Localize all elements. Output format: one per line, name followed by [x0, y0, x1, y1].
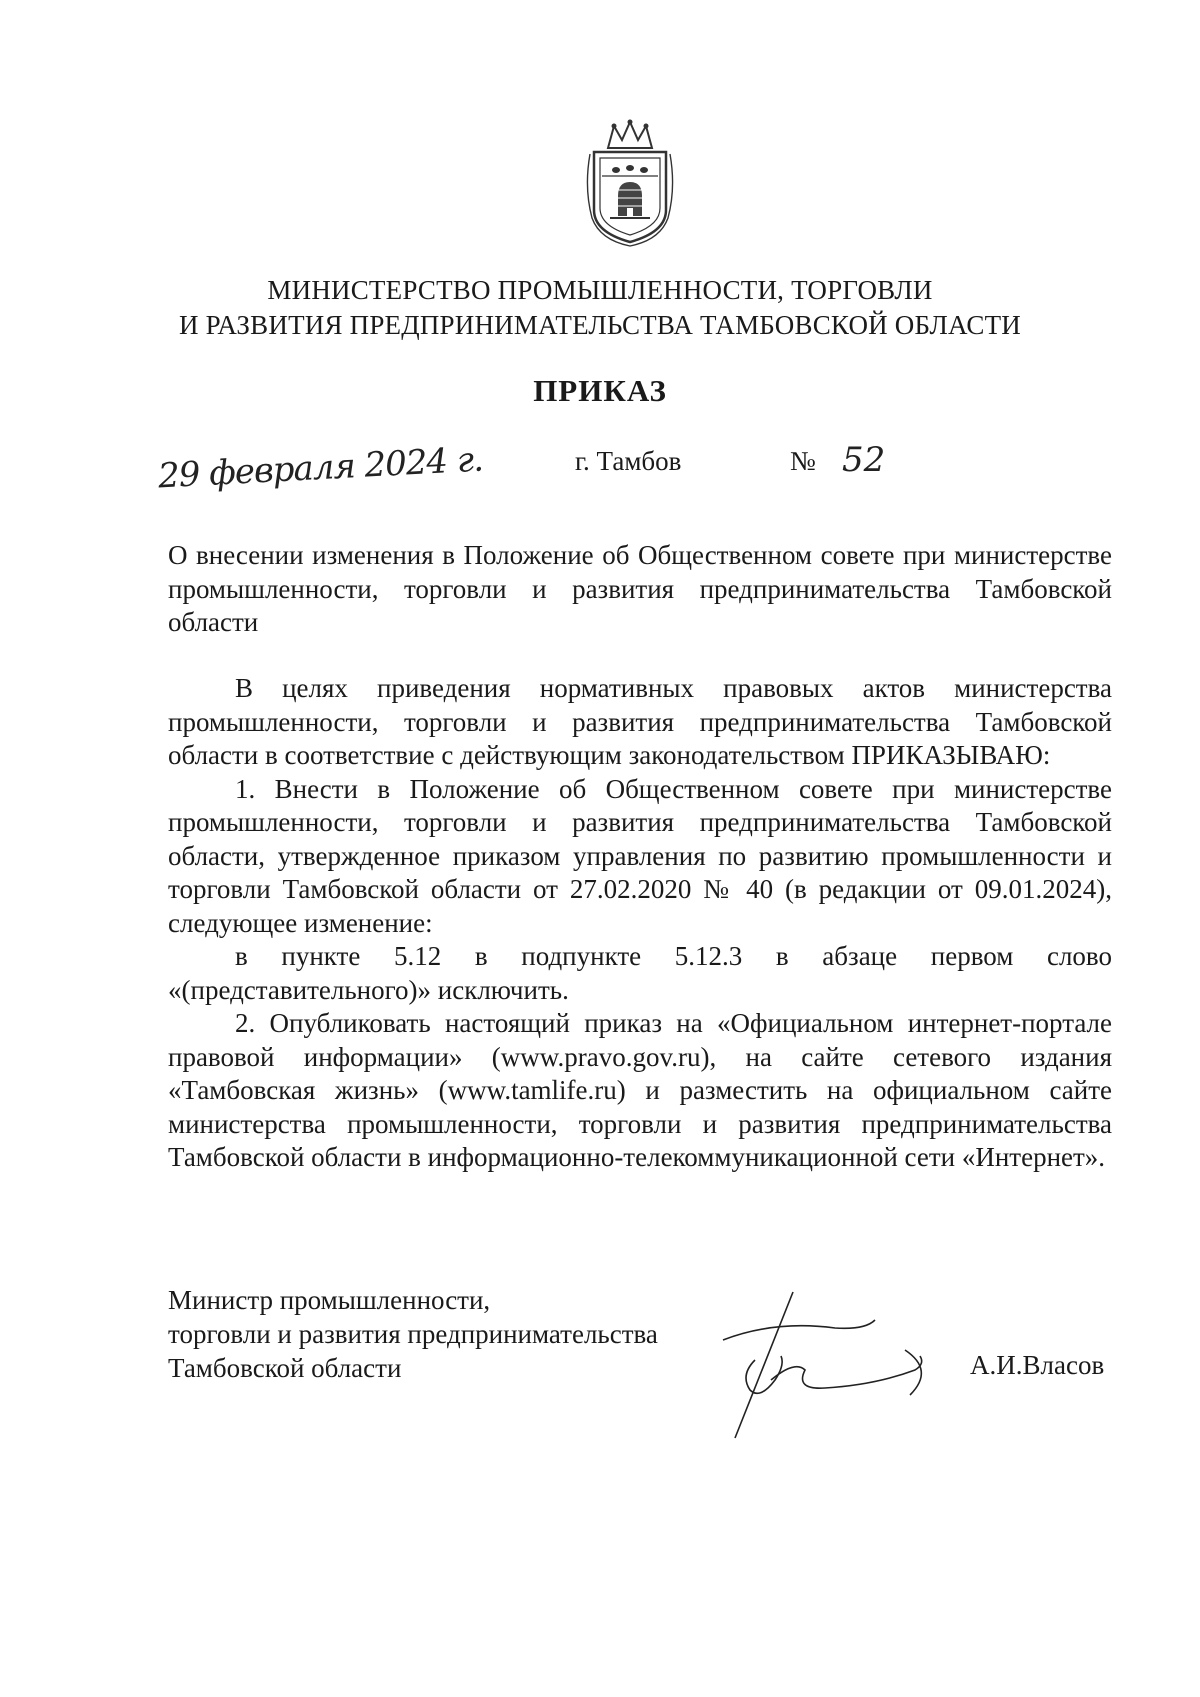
ministry-name-line2: И РАЗВИТИЯ ПРЕДПРИНИМАТЕЛЬСТВА ТАМБОВСКОЙ ОБЛАСТИ [179, 310, 1021, 340]
body-paragraph-preamble: В целях приведения нормативных правовых актов министерства промышленности, торговли и развития предпринимательства Тамбовской области в соответствие с действующим законодательством ПРИКАЗЫВАЮ: [168, 673, 1112, 770]
order-number: 52 [842, 440, 886, 480]
number-sign: № [790, 446, 816, 476]
body-paragraph-item-2: 2. Опубликовать настоящий приказ на «Официальном интернет-портале правовой информации» (www.pravo.gov.ru), на сайте сетевого издания «Тамбовская жизнь» (www.tamlife.ru) и разместить на официальном сайте министерства промышленности, торговли и развития предпринимательства Тамбовской области в информационно-телекоммуникационной сети «Интернет». [168, 1008, 1112, 1172]
handwritten-signature [715, 1290, 945, 1440]
order-subject: О внесении изменения в Положение об Общественном совете при министерстве промышленности, торговли и развития предпринимательства Тамбовской области [168, 540, 1112, 637]
city: г. Тамбов [575, 446, 682, 476]
coat-of-arms-emblem [580, 118, 680, 248]
ministry-name-line1: МИНИСТЕРСТВО ПРОМЫШЛЕННОСТИ, ТОРГОВЛИ [267, 275, 933, 305]
body-paragraph-item-1-change: в пункте 5.12 в подпункте 5.12.3 в абзаце первом слово «(представительного)» исключить. [168, 941, 1112, 1005]
signatory-position [168, 1283, 658, 1385]
signatory-position-line3: Тамбовской области [168, 1353, 402, 1383]
signatory-name: А.И.Власов [970, 1350, 1105, 1380]
signatory-position-line1: Министр промышленности, [168, 1285, 491, 1315]
order-date: 29 февраля 2024 г. [157, 439, 484, 497]
signatory-position-line2: торговли и развития предпринимательства [168, 1319, 658, 1349]
order-title: ПРИКАЗ [533, 373, 667, 408]
order-body [168, 672, 1112, 1175]
body-paragraph-item-1: 1. Внести в Положение об Общественном совете при министерстве промышленности, торговли и развития предпринимательства Тамбовской области, утвержденное приказом управления по развитию промышленности и торговли Тамбовской области от 27.02.2020 № 40 (в редакции от 09.01.2024), следующее изменение: [168, 773, 1112, 938]
